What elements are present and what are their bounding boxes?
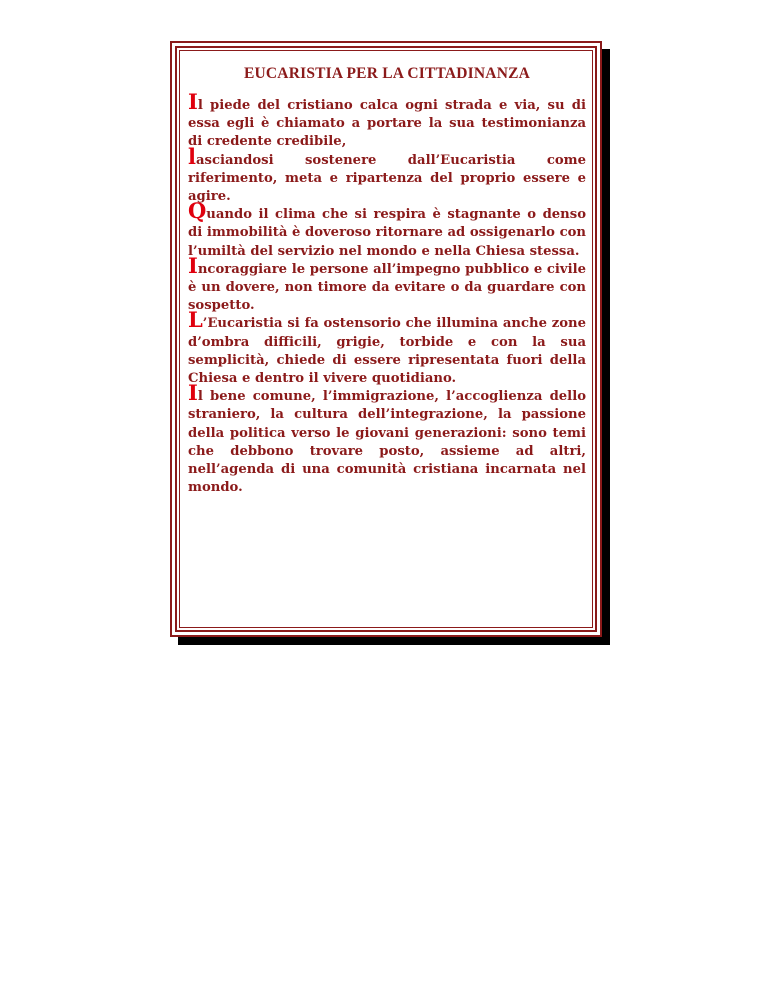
paragraph-2 — [188, 143, 586, 207]
paragraph-initial: I — [188, 89, 198, 114]
paragraph-text: ncoraggiare le persone all’impegno pubblico e civile è un dovere, non timore da evitare o da guardare con sospetto. — [188, 261, 586, 314]
paragraph-initial: Q — [188, 198, 207, 224]
paragraph-initial: I — [188, 380, 198, 406]
paragraph-text: l bene comune, l’immigrazione, l’accoglienza dello straniero, la cultura dell’integrazione, la passione della politica verso le giovani generazioni: sono temi che debbono trovare posto, assieme ad altri, nell’agenda di una comunità cristiana incarnata nel mondo. — [188, 389, 586, 496]
paragraph-initial: L — [188, 307, 203, 333]
paragraph-initial: I — [188, 252, 198, 278]
paragraph-3 — [188, 198, 586, 261]
paragraph-6 — [188, 380, 586, 497]
paragraph-1 — [188, 89, 586, 152]
paragraph-text: l piede del cristiano calca ogni strada e via, su di essa egli è chiamato a portare la sua testimonianza di credente credibile, — [188, 98, 586, 150]
paragraph-5 — [188, 307, 586, 388]
document-content — [188, 65, 586, 497]
document-frame — [170, 41, 602, 637]
paragraph-4 — [188, 252, 586, 316]
paragraph-text: asciandosi sostenere dall’Eucaristia come riferimento, meta e ripartenza del proprio essere e agire. — [188, 152, 586, 205]
paragraph-text: uando il clima che si respira è stagnante o denso di immobilità è doveroso ritornare ad ossigenarlo con l’umiltà del servizio nel mondo e nella Chiesa stessa. — [188, 207, 586, 259]
paragraph-initial: l — [188, 143, 196, 169]
document-title: EUCARISTIA PER LA CITTADINANZA — [243, 65, 531, 82]
paragraph-text: ’Eucaristia si fa ostensorio che illumina anche zone d’ombra difficili, grigie, torbide e con la sua semplicità, chiede di essere ripresentata fuori della Chiesa e dentro il vivere quotidiano. — [188, 316, 586, 387]
